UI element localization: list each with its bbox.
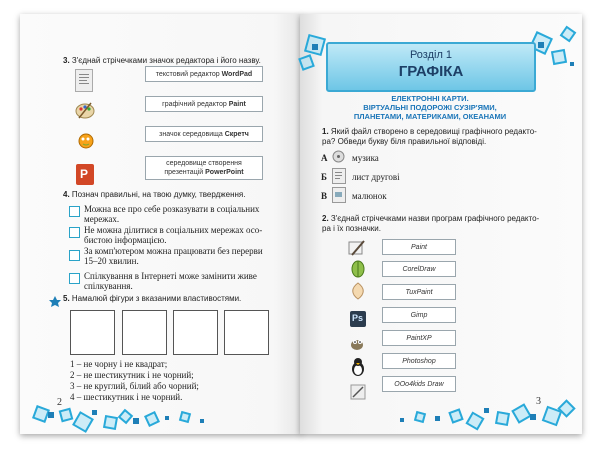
statement-checkbox-1[interactable]	[69, 206, 80, 217]
section-banner	[326, 42, 536, 92]
statement-2: Не можна ділитися в соціальних мережах осо- бистою інформацією.	[84, 225, 263, 245]
task4-title: 4. Познач правильні, на твою думку, твердження.	[63, 190, 246, 199]
tuxpaint-icon	[349, 282, 367, 300]
program-tuxpaint: TuxPaint	[382, 284, 456, 300]
label-powerpoint: середовище створення презентацій PowerPoint	[145, 156, 263, 180]
task2-title: 2. З'єднай стрічечками назви програм графічного редакто- ра і їх позначки.	[322, 214, 540, 233]
task3-title: 3. З'єднай стрічечками значок редактора і його назву.	[63, 56, 261, 65]
option-letter-a[interactable]: А	[321, 153, 328, 163]
task1-title: 1. Який файл створено в середовищі графічного редакто- ра? Обведи букву біля правильної відповіді.	[322, 127, 537, 146]
drawing-box-4[interactable]	[224, 310, 269, 355]
task5-items: 1 – не чорну і не квадрат; 2 – не шестикутник і не чорний; 3 – не круглий, білий або чорний; 4 – шестикутник і не чорний.	[70, 359, 199, 402]
option-text-b: лист другові	[352, 172, 400, 182]
ooo-draw-icon	[350, 384, 366, 400]
image-file-icon	[332, 187, 346, 203]
right-page	[300, 14, 582, 434]
photoshop-icon: Ps	[350, 311, 366, 327]
option-text-v: малюнок	[352, 191, 387, 201]
page-number-left: 2	[57, 397, 62, 408]
label-wordpad: текстовий редактор WordPad	[145, 66, 263, 82]
paint-brush-icon	[348, 239, 366, 257]
statement-1: Можна все про себе розказувати в соціальних мережах.	[84, 204, 260, 224]
option-letter-b[interactable]: Б	[321, 172, 327, 182]
left-page	[20, 14, 302, 434]
lesson-heading: ЕЛЕКТРОННІ КАРТИ. ВІРТУАЛЬНІ ПОДОРОЖІ СУЗІР'ЯМИ, ПЛАНЕТАМИ, МАТЕРИКАМИ, ОКЕАНАМИ	[353, 94, 507, 121]
gimp-icon	[348, 334, 366, 352]
document-file-icon	[332, 168, 346, 184]
scratch-icon	[76, 131, 96, 151]
wordpad-icon	[75, 69, 93, 92]
drawing-box-3[interactable]	[173, 310, 218, 355]
program-paint: Paint	[382, 239, 456, 255]
statement-4: Спілкування в Інтернеті може замінити живе спілкування.	[84, 271, 257, 291]
coreldraw-icon	[350, 260, 366, 278]
section-label: Розділ 1	[409, 49, 453, 61]
program-photoshop: Photoshop	[382, 353, 456, 369]
program-gimp: Gimp	[382, 307, 456, 323]
option-text-a: музика	[352, 153, 379, 163]
paint-icon	[75, 100, 95, 120]
statement-checkbox-2[interactable]	[69, 227, 80, 238]
statement-3: За комп'ютером можна працювати без перерви 15–20 хвилин.	[84, 246, 263, 266]
section-title: ГРАФІКА	[398, 63, 464, 80]
drawing-box-1[interactable]	[70, 310, 115, 355]
program-coreldraw: CorelDraw	[382, 261, 456, 277]
star-icon	[48, 295, 62, 309]
option-letter-v[interactable]: В	[321, 191, 328, 201]
label-paint: графічний редактор Paint	[145, 96, 263, 112]
label-scratch: значок середовища Скретч	[145, 126, 263, 142]
program-ooo4kids-draw: OOo4kids Draw	[382, 376, 456, 392]
music-file-icon	[332, 150, 345, 163]
drawing-box-2[interactable]	[122, 310, 167, 355]
tux-penguin-icon	[348, 357, 368, 377]
program-paintxp: PaintXP	[382, 330, 456, 346]
page-number-right: 3	[536, 396, 541, 407]
task5-title: 5. Намалюй фігури з вказаними властивостями.	[63, 294, 242, 303]
statement-checkbox-3[interactable]	[69, 250, 80, 261]
powerpoint-icon: P	[76, 164, 94, 185]
statement-checkbox-4[interactable]	[69, 273, 80, 284]
